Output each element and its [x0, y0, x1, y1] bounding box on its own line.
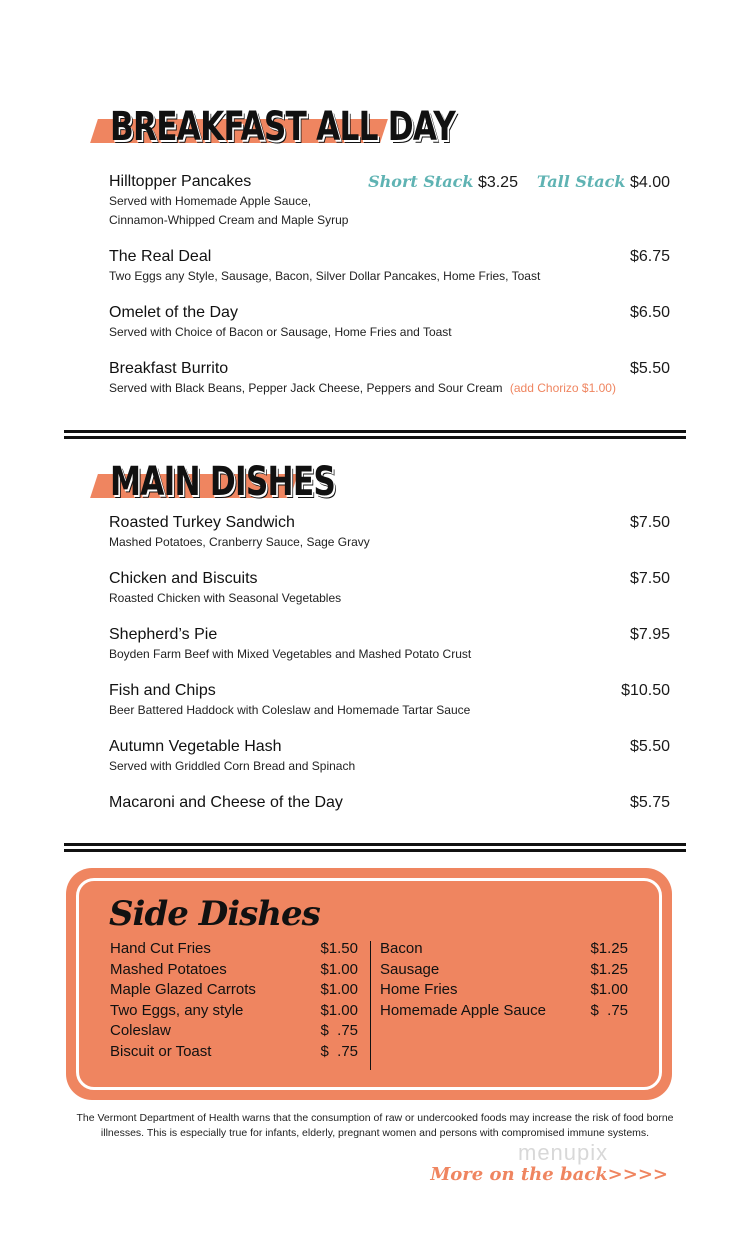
side-name: Coleslaw — [110, 1022, 171, 1039]
tall-stack-label: Tall Stack — [536, 172, 626, 191]
item-name: Omelet of the Day — [109, 304, 238, 321]
item-desc: Boyden Farm Beef with Mixed Vegetables and Mashed Potato Crust — [109, 647, 472, 661]
side-item — [110, 961, 358, 982]
item-desc: Cinnamon-Whipped Cream and Maple Syrup — [109, 213, 349, 227]
item-name: Macaroni and Cheese of the Day — [109, 794, 343, 811]
side-item — [110, 1002, 358, 1023]
item-name: Autumn Vegetable Hash — [109, 738, 282, 755]
health-disclaimer — [60, 1111, 690, 1141]
side-name: Mashed Potatoes — [110, 960, 227, 978]
item-addon: (add Chorizo $1.00) — [509, 381, 616, 395]
side-price: $ .75 — [320, 1022, 358, 1039]
menu-item-vegetable-hash — [109, 737, 670, 776]
breakfast-banner — [88, 104, 456, 150]
side-name: Home Fries — [380, 981, 458, 998]
menu-item-real-deal — [109, 247, 670, 286]
side-item — [380, 1002, 628, 1023]
tall-stack-price: $4.00 — [629, 174, 670, 191]
side-name: Bacon — [380, 940, 423, 957]
item-price: $6.50 — [629, 304, 670, 321]
item-name: Breakfast Burrito — [109, 360, 229, 377]
side-item — [110, 940, 358, 961]
item-price: $7.95 — [629, 626, 670, 643]
menu-item-turkey — [109, 513, 670, 552]
item-name: Shepherd’s Pie — [109, 626, 218, 643]
short-stack-price: $3.25 — [477, 174, 518, 191]
item-price: $7.50 — [629, 570, 670, 587]
item-desc-text: Served with Black Beans, Pepper Jack Cheese, Peppers and Sour Cream — [109, 381, 503, 395]
main-banner — [88, 459, 336, 505]
side-name: Biscuit or Toast — [110, 1042, 212, 1060]
item-price: $5.50 — [629, 738, 670, 755]
side-name: Homemade Apple Sauce — [380, 1001, 546, 1019]
item-name: Roasted Turkey Sandwich — [109, 514, 295, 531]
item-price: $5.75 — [629, 794, 670, 811]
item-name: The Real Deal — [109, 248, 212, 265]
item-desc: Mashed Potatoes, Cranberry Sauce, Sage Gravy — [109, 535, 370, 549]
breakfast-title: BREAKFAST ALL DAY — [110, 104, 456, 150]
side-price: $1.50 — [320, 940, 358, 957]
item-desc: Beer Battered Haddock with Coleslaw and Homemade Tartar Sauce — [109, 703, 471, 717]
side-price: $1.00 — [590, 981, 628, 998]
menu-item-shepherds-pie — [109, 625, 670, 664]
side-column-divider — [370, 941, 371, 1070]
side-item — [110, 1022, 358, 1043]
disclaimer-line: illnesses. This is especially true for infants, elderly, pregnant women and persons with compromised immune systems. — [100, 1127, 650, 1139]
menu-item-pancakes — [109, 172, 670, 230]
side-price: $1.25 — [590, 960, 628, 978]
item-desc — [109, 379, 670, 398]
side-item — [110, 1043, 358, 1064]
menu-item-burrito — [109, 359, 670, 398]
item-name: Hilltopper Pancakes — [109, 173, 252, 190]
item-price: $7.50 — [629, 514, 670, 531]
side-name: Hand Cut Fries — [110, 940, 211, 957]
short-stack-label: Short Stack — [368, 172, 474, 191]
more-on-back-link: More on the back>>>> — [430, 1164, 668, 1185]
menu-item-omelet — [109, 303, 670, 342]
side-name: Maple Glazed Carrots — [110, 981, 256, 998]
item-name: Chicken and Biscuits — [109, 570, 258, 587]
item-name: Fish and Chips — [109, 682, 216, 699]
side-price: $ .75 — [590, 1001, 628, 1019]
item-price: $6.75 — [629, 248, 670, 265]
stack-prices — [368, 172, 670, 193]
side-item — [380, 940, 628, 961]
side-name: Sausage — [380, 960, 440, 978]
side-list-left — [110, 940, 358, 1063]
side-price: $1.00 — [320, 1001, 358, 1019]
item-desc: Served with Choice of Bacon or Sausage, Home Fries and Toast — [109, 325, 452, 339]
item-price: $10.50 — [621, 682, 670, 699]
menu-item-fish-chips — [109, 681, 670, 720]
disclaimer-line: The Vermont Department of Health warns that the consumption of raw or undercooked foods may increase the risk of food borne — [76, 1112, 674, 1124]
watermark: menupix — [518, 1140, 609, 1165]
menu-item-mac-cheese — [109, 793, 670, 813]
side-price: $1.00 — [320, 960, 358, 978]
section-divider — [64, 430, 686, 439]
side-name: Two Eggs, any style — [110, 1001, 244, 1019]
main-title: MAIN DISHES — [110, 459, 336, 505]
menu-item-chicken-biscuits — [109, 569, 670, 608]
side-dishes-title: Side Dishes — [109, 894, 320, 934]
item-desc: Two Eggs any Style, Sausage, Bacon, Silver Dollar Pancakes, Home Fries, Toast — [109, 269, 541, 283]
item-desc: Served with Homemade Apple Sauce, — [109, 194, 312, 208]
side-price: $1.00 — [320, 981, 358, 998]
item-desc: Roasted Chicken with Seasonal Vegetables — [109, 591, 342, 605]
item-desc: Served with Griddled Corn Bread and Spinach — [109, 759, 356, 773]
item-price: $5.50 — [629, 360, 670, 377]
side-item — [380, 961, 628, 982]
section-divider — [64, 843, 686, 852]
side-item — [110, 981, 358, 1002]
side-price: $ .75 — [320, 1042, 358, 1060]
side-list-right — [380, 940, 628, 1022]
side-price: $1.25 — [590, 940, 628, 957]
side-item — [380, 981, 628, 1002]
